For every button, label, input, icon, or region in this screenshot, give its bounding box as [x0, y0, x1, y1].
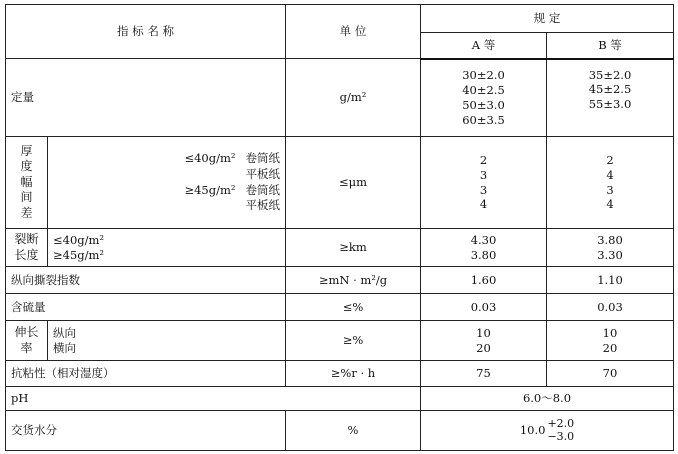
header-row-1	[6, 5, 674, 33]
elongation-unit: ≥%	[286, 321, 421, 361]
thickness-label	[6, 137, 48, 229]
breaking-length-a-value: 3.80	[470, 247, 497, 262]
elongation-b-value: 20	[602, 340, 618, 355]
basis-weight-a-value: 30±2.0	[462, 67, 505, 82]
thickness-b-value: 4	[606, 197, 614, 212]
elongation-sub: 横向	[53, 340, 76, 355]
breaking-length-a	[421, 229, 547, 267]
thickness-label-char: 幅	[20, 174, 33, 189]
row-sulfur	[6, 294, 674, 321]
breaking-length-a-value: 4.30	[470, 232, 497, 247]
breaking-length-label-line: 裂断	[14, 231, 39, 246]
moisture-pm	[547, 418, 574, 443]
row-elongation	[6, 321, 674, 361]
basis-weight-b-value: 45±2.5	[588, 82, 632, 97]
sulfur-unit: ≤%	[286, 294, 421, 321]
thickness-a-value: 2	[479, 152, 488, 167]
breaking-length-sub: ≤40g/m²	[53, 232, 105, 247]
tear-index-unit: ≥mN · m²/g	[286, 267, 421, 294]
thickness-unit: ≤μm	[286, 137, 421, 229]
anti-stick-unit: ≥%r · h	[286, 361, 421, 387]
header-item: 指 标 名 称	[6, 5, 286, 59]
thickness-conditions	[48, 137, 286, 229]
row-breaking-length	[6, 229, 674, 267]
moisture-label: 交货水分	[6, 411, 286, 451]
row-basis-weight	[6, 59, 674, 137]
thickness-label-char: 度	[20, 159, 33, 174]
moisture-unit: %	[286, 411, 421, 451]
elongation-a	[421, 321, 547, 361]
basis-weight-b	[547, 59, 674, 137]
thickness-type: 平板纸	[245, 198, 280, 213]
thickness-b-value: 3	[606, 182, 614, 197]
thickness-b-value: 4	[606, 167, 614, 182]
header-grade-b: B 等	[547, 33, 674, 59]
breaking-length-label-line: 长度	[14, 247, 39, 262]
anti-stick-label: 抗粘性（相对湿度）	[6, 361, 286, 387]
anti-stick-b: 70	[547, 361, 674, 387]
row-anti-stick	[6, 361, 674, 387]
spec-table	[5, 4, 674, 451]
moisture-value	[421, 411, 674, 451]
basis-weight-a-value: 60±3.5	[462, 112, 505, 127]
breaking-length-b	[547, 229, 674, 267]
basis-weight-b-value: 55±3.0	[588, 97, 632, 112]
basis-weight-label: 定量	[6, 59, 286, 137]
thickness-label-char: 差	[20, 205, 33, 220]
breaking-length-sub: ≥45g/m²	[53, 247, 105, 262]
thickness-type: 卷筒纸	[245, 151, 280, 166]
header-unit: 单 位	[286, 5, 421, 59]
moisture-base: 10.0	[519, 423, 546, 438]
basis-weight-a-value: 40±2.5	[462, 82, 505, 97]
elongation-a-value: 20	[476, 340, 491, 355]
breaking-length-label	[6, 229, 48, 267]
ph-value: 6.0～8.0	[421, 387, 674, 411]
thickness-a-value: 3	[479, 167, 488, 182]
thickness-a-value: 4	[479, 197, 488, 212]
thickness-sub-1: ≤40g/m²	[184, 151, 236, 166]
ph-label: pH	[6, 387, 421, 411]
thickness-type: 平板纸	[245, 166, 280, 181]
sulfur-label: 含硫量	[6, 294, 286, 321]
thickness-a-value: 3	[479, 182, 488, 197]
moisture-plus: +2.0	[547, 416, 575, 430]
thickness-type: 卷筒纸	[245, 182, 280, 197]
elongation-b	[547, 321, 674, 361]
sulfur-b: 0.03	[547, 294, 674, 321]
header-spec: 规 定	[421, 5, 674, 33]
sulfur-a: 0.03	[421, 294, 547, 321]
row-moisture	[6, 411, 674, 451]
header-grade-a: A 等	[421, 33, 547, 59]
thickness-a	[421, 137, 547, 229]
thickness-b	[547, 137, 674, 229]
basis-weight-a-value: 50±3.0	[462, 97, 505, 112]
row-thickness	[6, 137, 674, 229]
elongation-a-value: 10	[476, 325, 491, 340]
thickness-label-char: 厚	[20, 143, 33, 158]
elongation-label-line: 伸长	[14, 324, 39, 339]
thickness-label-char: 间	[20, 190, 33, 205]
elongation-b-value: 10	[602, 325, 618, 340]
thickness-sub-2: ≥45g/m²	[184, 182, 236, 197]
tear-index-a: 1.60	[421, 267, 547, 294]
tear-index-b: 1.10	[547, 267, 674, 294]
breaking-length-unit: ≥km	[286, 229, 421, 267]
basis-weight-unit: g/m²	[286, 59, 421, 137]
elongation-sub: 纵向	[53, 325, 76, 340]
breaking-length-conditions	[48, 229, 286, 267]
moisture-minus: −3.0	[547, 429, 575, 443]
anti-stick-a: 75	[421, 361, 547, 387]
breaking-length-b-value: 3.80	[597, 232, 623, 247]
basis-weight-a	[421, 59, 547, 137]
row-tear-index	[6, 267, 674, 294]
basis-weight-b-value: 35±2.0	[588, 67, 632, 82]
elongation-label	[6, 321, 48, 361]
tear-index-label: 纵向撕裂指数	[6, 267, 286, 294]
elongation-conditions	[48, 321, 286, 361]
thickness-b-value: 2	[606, 152, 614, 167]
moisture-tolerance	[520, 418, 574, 443]
elongation-label-line: 率	[20, 340, 33, 355]
breaking-length-b-value: 3.30	[597, 247, 623, 262]
row-ph	[6, 387, 674, 411]
